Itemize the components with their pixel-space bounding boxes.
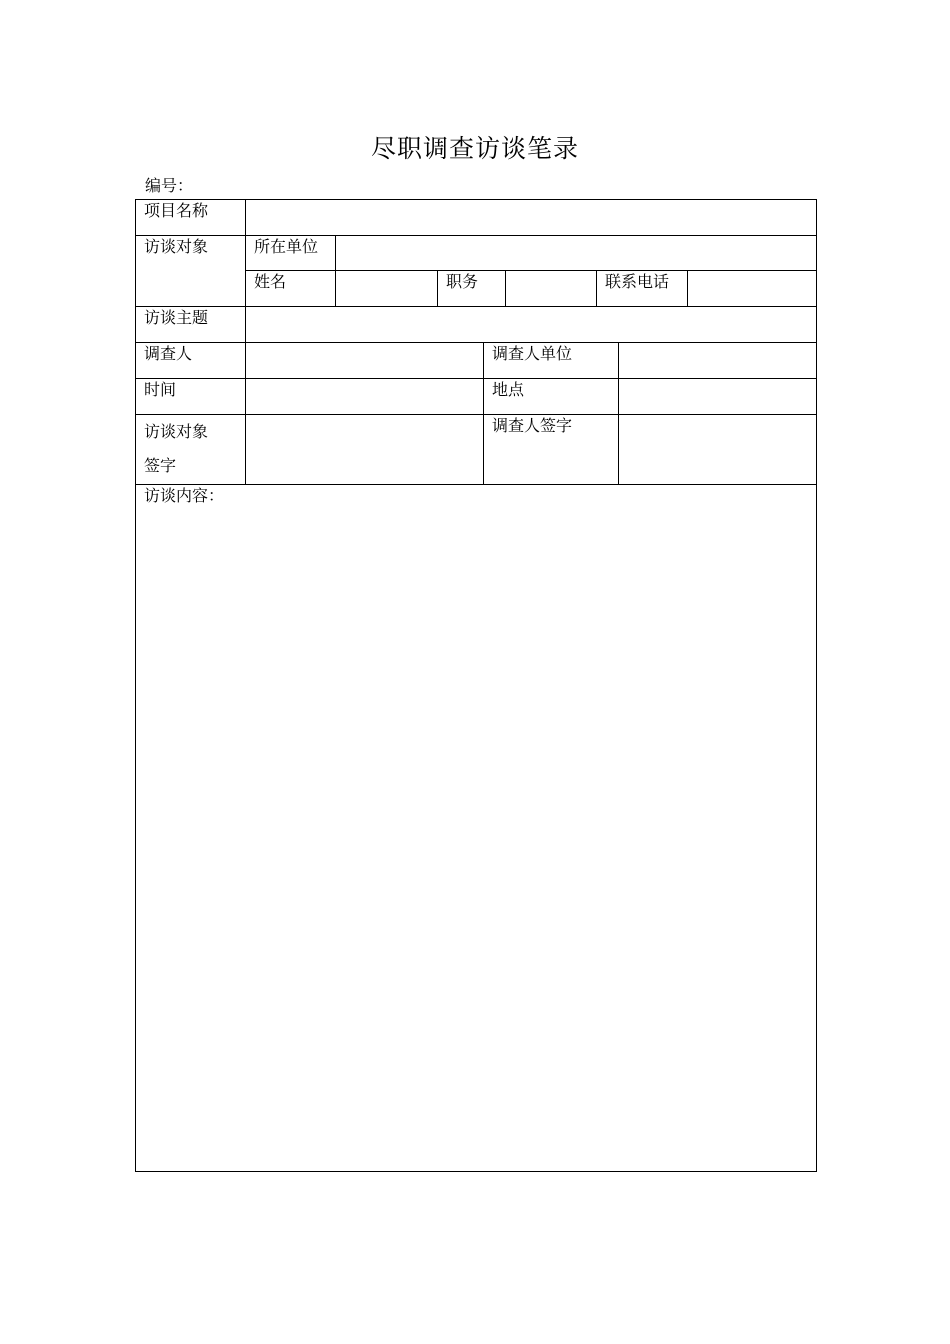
interviewee-sign-label-line2: 签字 — [144, 456, 177, 475]
position-label: 职务 — [438, 271, 506, 307]
interviewee-sign-label — [136, 415, 246, 485]
place-label: 地点 — [484, 379, 619, 415]
interview-content-area[interactable] — [136, 485, 817, 1172]
position-field[interactable] — [506, 271, 597, 307]
interviewee-sign-field[interactable] — [246, 415, 484, 485]
project-name-field[interactable] — [246, 200, 817, 236]
unit-field[interactable] — [336, 236, 817, 271]
investigator-unit-field[interactable] — [619, 343, 817, 379]
place-field[interactable] — [619, 379, 817, 415]
row-interviewee-unit — [136, 236, 817, 271]
name-field[interactable] — [336, 271, 438, 307]
row-project-name — [136, 200, 817, 236]
interview-content-label: 访谈内容： — [144, 486, 225, 505]
investigator-sign-label: 调查人签字 — [484, 415, 619, 485]
interviewee-sign-label-line1: 访谈对象 — [144, 422, 209, 441]
interviewee-label: 访谈对象 — [136, 236, 246, 307]
phone-label: 联系电话 — [597, 271, 688, 307]
investigator-label: 调查人 — [136, 343, 246, 379]
interview-record-table — [135, 199, 817, 1172]
phone-field[interactable] — [688, 271, 817, 307]
topic-label: 访谈主题 — [136, 307, 246, 343]
row-investigator — [136, 343, 817, 379]
investigator-unit-label: 调查人单位 — [484, 343, 619, 379]
row-topic — [136, 307, 817, 343]
row-time-place — [136, 379, 817, 415]
serial-number-label: 编号： — [145, 176, 194, 195]
unit-label: 所在单位 — [246, 236, 336, 271]
investigator-sign-field[interactable] — [619, 415, 817, 485]
name-label: 姓名 — [246, 271, 336, 307]
row-signatures — [136, 415, 817, 485]
row-interview-content — [136, 485, 817, 1172]
page-title: 尽职调查访谈笔录 — [370, 134, 579, 163]
topic-field[interactable] — [246, 307, 817, 343]
time-field[interactable] — [246, 379, 484, 415]
investigator-field[interactable] — [246, 343, 484, 379]
time-label: 时间 — [136, 379, 246, 415]
project-name-label: 项目名称 — [136, 200, 246, 236]
